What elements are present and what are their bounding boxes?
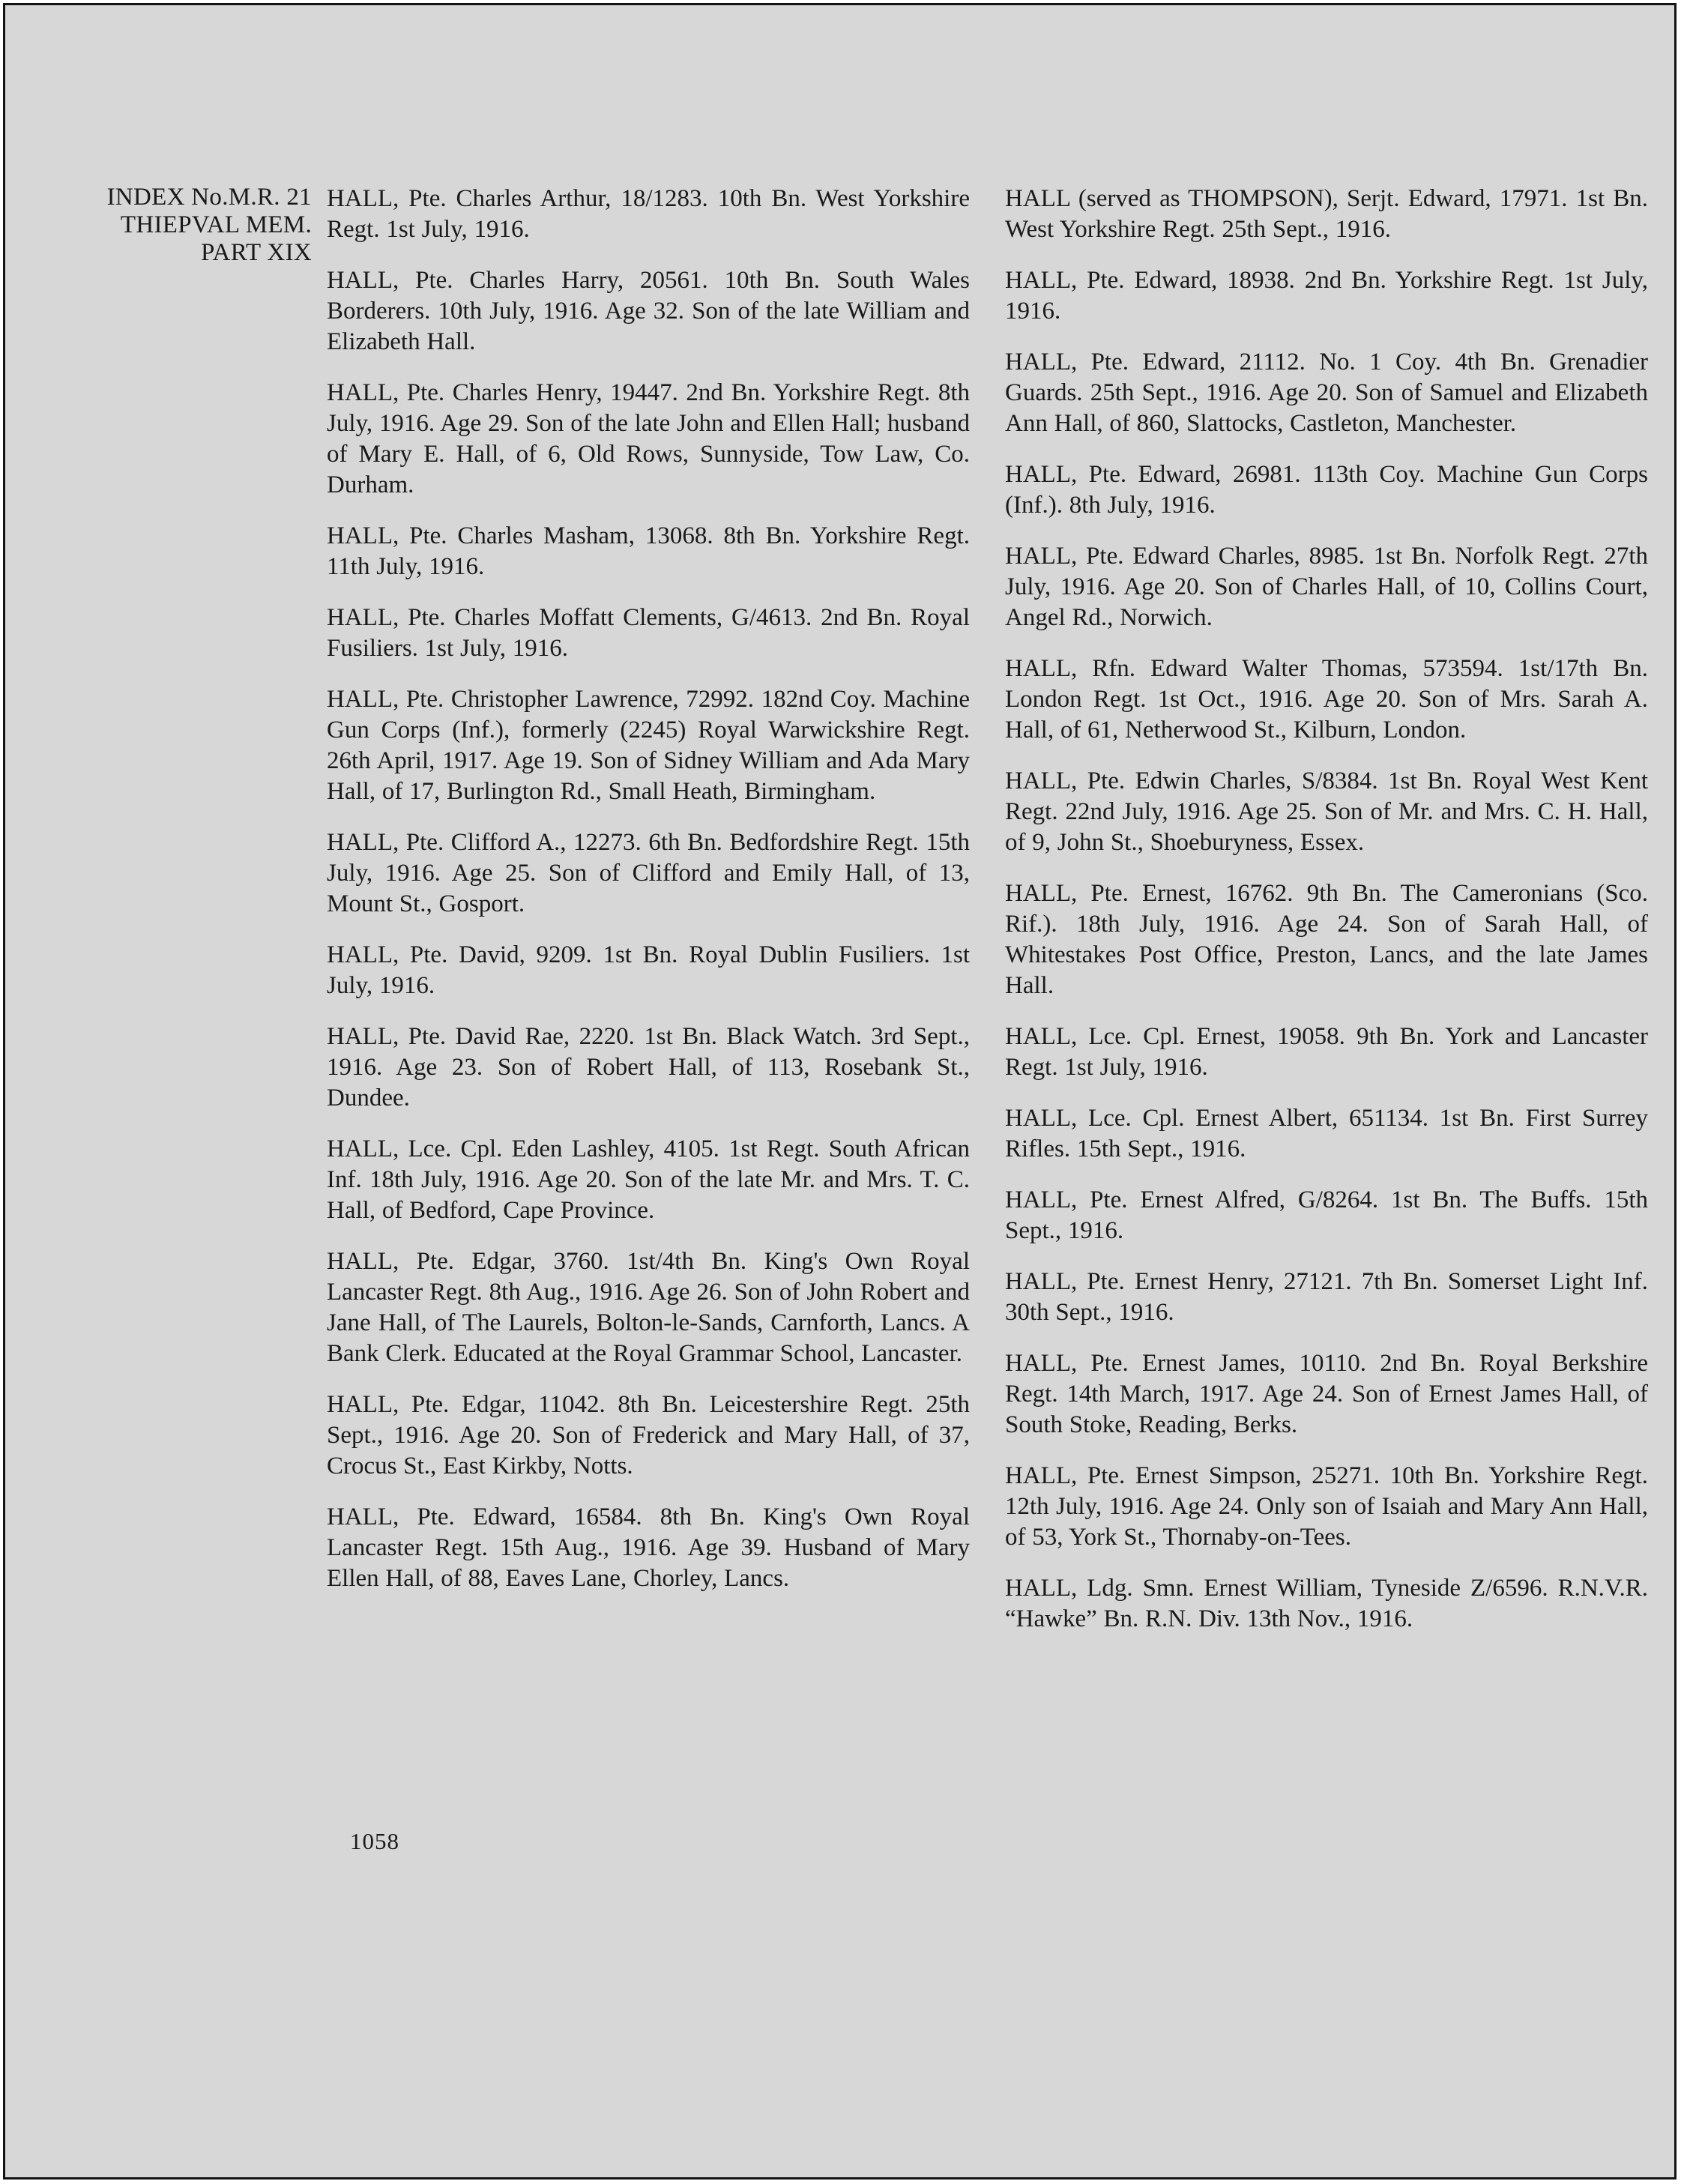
register-entry: HALL, Pte. Edward, 16584. 8th Bn. King's Own Royal Lancaster Regt. 15th Aug., 1916. Age 39. Husband of Mary Ellen Hall, of 88, Eaves Lane, Chorley, Lancs. [327, 1503, 970, 1592]
register-entry: HALL, Pte. Charles Moffatt Clements, G/4613. 2nd Bn. Royal Fusiliers. 1st July, 1916. [327, 604, 970, 662]
register-entry: HALL, Pte. Edgar, 3760. 1st/4th Bn. King's Own Royal Lancaster Regt. 8th Aug., 1916. Age 26. Son of John Robert and Jane Hall, of The Laurels, Bolton-le-Sands, Carnforth, Lancs. A Bank Clerk. Educated at the Royal Grammar School, Lancaster. [327, 1248, 970, 1367]
register-entry: HALL, Pte. David, 9209. 1st Bn. Royal Dublin Fusiliers. 1st July, 1916. [327, 941, 970, 999]
register-entry: HALL, Pte. Charles Henry, 19447. 2nd Bn. Yorkshire Regt. 8th July, 1916. Age 29. Son of the late John and Ellen Hall; husband of Mary E. Hall, of 6, Old Rows, Sunnyside, Tow Law, Co. Durham. [327, 379, 970, 498]
register-entry: HALL, Lce. Cpl. Eden Lashley, 4105. 1st Regt. South African Inf. 18th July, 1916. Age 20. Son of the late Mr. and Mrs. T. C. Hall, of Bedford, Cape Province. [327, 1135, 970, 1224]
register-entry: HALL, Pte. Ernest James, 10110. 2nd Bn. Royal Berkshire Regt. 14th March, 1917. Age 24. Son of Ernest James Hall, of South Stoke, Reading, Berks. [1005, 1350, 1648, 1438]
register-entry: HALL, Pte. David Rae, 2220. 1st Bn. Black Watch. 3rd Sept., 1916. Age 23. Son of Robert Hall, of 113, Rosebank St., Dundee. [327, 1023, 970, 1111]
right-column [1005, 184, 1648, 1655]
register-entry: HALL, Pte. Edward Charles, 8985. 1st Bn. Norfolk Regt. 27th July, 1916. Age 20. Son of Charles Hall, of 10, Collins Court, Angel Rd., Norwich. [1005, 543, 1648, 631]
register-entry: HALL (served as THOMPSON), Serjt. Edward, 17971. 1st Bn. West Yorkshire Regt. 25th Sept., 1916. [1005, 185, 1648, 243]
register-entry: HALL, Pte. Ernest, 16762. 9th Bn. The Cameronians (Sco. Rif.). 18th July, 1916. Age 24. Son of Sarah Hall, of Whitestakes Post Office, Preston, Lancs, and the late James Hall. [1005, 880, 1648, 999]
left-column [327, 184, 970, 1614]
register-entry: HALL, Lce. Cpl. Ernest Albert, 651134. 1st Bn. First Surrey Rifles. 15th Sept., 1916. [1005, 1105, 1648, 1162]
register-entry: HALL, Pte. Edward, 18938. 2nd Bn. Yorkshire Regt. 1st July, 1916. [1005, 267, 1648, 325]
register-entry: HALL, Ldg. Smn. Ernest William, Tyneside Z/6596. R.N.V.R. “Hawke” Bn. R.N. Div. 13th Nov., 1916. [1005, 1575, 1648, 1632]
register-entry: HALL, Pte. Charles Arthur, 18/1283. 10th Bn. West Yorkshire Regt. 1st July, 1916. [327, 185, 970, 243]
memorial-name: THIEPVAL MEM. [120, 211, 312, 238]
register-entry: HALL, Lce. Cpl. Ernest, 19058. 9th Bn. York and Lancaster Regt. 1st July, 1916. [1005, 1023, 1648, 1081]
index-heading [38, 184, 312, 267]
scanned-page-frame [3, 3, 1677, 2180]
part-number: PART XIX [200, 239, 312, 266]
register-entry: HALL, Pte. Charles Harry, 20561. 10th Bn. South Wales Borderers. 10th July, 1916. Age 32. Son of the late William and Elizabeth Hall. [327, 267, 970, 355]
register-entry: HALL, Pte. Ernest Alfred, G/8264. 1st Bn. The Buffs. 15th Sept., 1916. [1005, 1186, 1648, 1244]
register-entry: HALL, Rfn. Edward Walter Thomas, 573594. 1st/17th Bn. London Regt. 1st Oct., 1916. Age 20. Son of Mrs. Sarah A. Hall, of 61, Netherwood St., Kilburn, London. [1005, 655, 1648, 743]
register-entry: HALL, Pte. Christopher Lawrence, 72992. 182nd Coy. Machine Gun Corps (Inf.), formerly (2245) Royal Warwickshire Regt. 26th April, 1917. Age 19. Son of Sidney William and Ada Mary Hall, of 17, Burlington Rd., Small Heath, Birmingham. [327, 686, 970, 805]
register-entry: HALL, Pte. Clifford A., 12273. 6th Bn. Bedfordshire Regt. 15th July, 1916. Age 25. Son of Clifford and Emily Hall, of 13, Mount St., Gosport. [327, 829, 970, 917]
register-entry: HALL, Pte. Edward, 21112. No. 1 Coy. 4th Bn. Grenadier Guards. 25th Sept., 1916. Age 20. Son of Samuel and Elizabeth Ann Hall, of 860, Slattocks, Castleton, Manchester. [1005, 349, 1648, 437]
register-entry: HALL, Pte. Edwin Charles, S/8384. 1st Bn. Royal West Kent Regt. 22nd July, 1916. Age 25. Son of Mr. and Mrs. C. H. Hall, of 9, John St., Shoeburyness, Essex. [1005, 767, 1648, 856]
register-entry: HALL, Pte. Ernest Simpson, 25271. 10th Bn. Yorkshire Regt. 12th July, 1916. Age 24. Only son of Isaiah and Mary Ann Hall, of 53, York St., Thornaby-on-Tees. [1005, 1462, 1648, 1551]
register-entry: HALL, Pte. Charles Masham, 13068. 8th Bn. Yorkshire Regt. 11th July, 1916. [327, 522, 970, 580]
index-number: INDEX No.M.R. 21 [106, 184, 312, 211]
register-entry: HALL, Pte. Edward, 26981. 113th Coy. Machine Gun Corps (Inf.). 8th July, 1916. [1005, 461, 1648, 519]
register-page [5, 5, 1674, 2177]
register-entry: HALL, Pte. Edgar, 11042. 8th Bn. Leicestershire Regt. 25th Sept., 1916. Age 20. Son of Frederick and Mary Hall, of 37, Crocus St., East Kirkby, Notts. [327, 1391, 970, 1479]
page-number: 1058 [350, 1828, 399, 1854]
register-entry: HALL, Pte. Ernest Henry, 27121. 7th Bn. Somerset Light Inf. 30th Sept., 1916. [1005, 1268, 1648, 1326]
